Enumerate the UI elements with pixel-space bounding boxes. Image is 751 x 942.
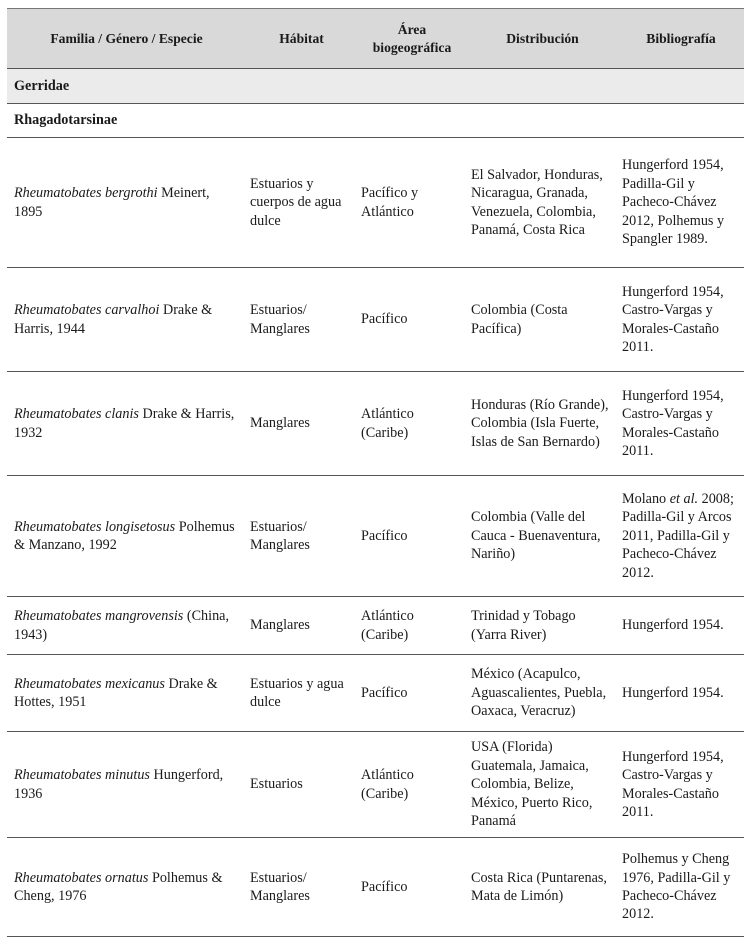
bibliography-cell xyxy=(618,268,744,372)
species-cell xyxy=(7,732,246,838)
distribution-cell: México (Acapulco, Aguascalientes, Puebla, Oaxaca, Veracruz) xyxy=(467,655,618,732)
bibliography-text: 2008; Padilla-Gil y Arcos 2011, Padilla-Gil y Pacheco-Chávez 2012. xyxy=(622,490,734,581)
species-name: Rheumatobates carvalhoi xyxy=(14,302,160,319)
species-name: Rheumatobates longisetosus xyxy=(14,518,176,535)
header-area-label: Área biogeográfica xyxy=(372,21,452,55)
bibliography-cell xyxy=(618,372,744,476)
bibliography-text: Hungerford 1954. xyxy=(622,617,724,634)
species-author: Polhemus & Manzano, 1992 xyxy=(14,518,235,553)
header-habitat: Hábitat xyxy=(246,9,357,69)
species-author: Drake & Harris, 1932 xyxy=(14,406,235,441)
bibliography-text: Polhemus y Cheng 1976, Padilla-Gil y Pacheco-Chávez 2012. xyxy=(622,851,731,923)
species-name: Rheumatobates mangrovensis xyxy=(14,608,184,625)
table-row xyxy=(7,268,744,372)
distribution-cell: Colombia (Costa Pacífica) xyxy=(467,268,618,372)
area-cell: Atlántico (Caribe) xyxy=(357,732,467,838)
bibliography-cell xyxy=(618,838,744,937)
distribution-cell: Colombia (Valle del Cauca - Buenaventura, Nariño) xyxy=(467,476,618,597)
distribution-cell: Trinidad y Tobago (Yarra River) xyxy=(467,597,618,655)
header-species: Familia / Género / Especie xyxy=(7,9,246,69)
bibliography-text: Hungerford 1954, Padilla-Gil y Pacheco-Chávez 2012, Polhemus y Spangler 1989. xyxy=(622,157,725,248)
area-cell: Atlántico (Caribe) xyxy=(357,597,467,655)
habitat-cell: Estuarios xyxy=(246,732,357,838)
bibliography-cell xyxy=(618,732,744,838)
distribution-cell: El Salvador, Honduras, Nicaragua, Granada, Venezuela, Colombia, Panamá, Costa Rica xyxy=(467,138,618,268)
bibliography-italic: et al. xyxy=(669,490,699,507)
bibliography-prefix: Molano xyxy=(622,490,670,507)
table-row xyxy=(7,476,744,597)
habitat-cell: Estuarios y agua dulce xyxy=(246,655,357,732)
species-cell xyxy=(7,597,246,655)
bibliography-cell xyxy=(618,655,744,732)
habitat-cell: Estuarios/ Manglares xyxy=(246,476,357,597)
table-row xyxy=(7,655,744,732)
habitat-cell: Estuarios y cuerpos de agua dulce xyxy=(246,138,357,268)
bibliography-cell xyxy=(618,597,744,655)
family-row xyxy=(7,69,744,104)
header-area xyxy=(357,9,467,69)
species-author: Hungerford, 1936 xyxy=(14,767,224,802)
area-cell: Pacífico xyxy=(357,838,467,937)
species-name: Rheumatobates mexicanus xyxy=(14,675,165,692)
species-author: (China, 1943) xyxy=(14,608,230,643)
species-name: Rheumatobates clanis xyxy=(14,406,139,423)
bibliography-cell xyxy=(618,138,744,268)
species-cell xyxy=(7,655,246,732)
bibliography-cell xyxy=(618,476,744,597)
distribution-cell: USA (Florida) Guatemala, Jamaica, Colombia, Belize, México, Puerto Rico, Panamá xyxy=(467,732,618,838)
table-row xyxy=(7,838,744,937)
bibliography-text: Hungerford 1954, Castro-Vargas y Morales-Castaño 2011. xyxy=(622,748,724,820)
species-table xyxy=(7,8,744,937)
area-cell: Pacífico xyxy=(357,476,467,597)
species-author: Drake & Harris, 1944 xyxy=(14,302,213,337)
species-author: Drake & Hottes, 1951 xyxy=(14,675,218,710)
distribution-cell: Honduras (Río Grande), Colombia (Isla Fuerte, Islas de San Bernardo) xyxy=(467,372,618,476)
header-row xyxy=(7,9,744,69)
area-cell: Pacífico y Atlántico xyxy=(357,138,467,268)
distribution-cell: Costa Rica (Puntarenas, Mata de Limón) xyxy=(467,838,618,937)
habitat-cell: Manglares xyxy=(246,597,357,655)
species-name: Rheumatobates bergrothi xyxy=(14,185,158,202)
subfamily-label: Rhagadotarsinae xyxy=(7,104,744,138)
bibliography-text: Hungerford 1954. xyxy=(622,684,724,701)
table-row xyxy=(7,732,744,838)
species-cell xyxy=(7,372,246,476)
area-cell: Atlántico (Caribe) xyxy=(357,372,467,476)
species-cell xyxy=(7,476,246,597)
species-name: Rheumatobates minutus xyxy=(14,767,150,784)
header-bibliography: Bibliografía xyxy=(618,9,744,69)
habitat-cell: Estuarios/ Manglares xyxy=(246,838,357,937)
table-row xyxy=(7,597,744,655)
species-cell xyxy=(7,838,246,937)
species-cell xyxy=(7,268,246,372)
table-row xyxy=(7,372,744,476)
bibliography-text: Hungerford 1954, Castro-Vargas y Morales-Castaño 2011. xyxy=(622,387,724,459)
area-cell: Pacífico xyxy=(357,655,467,732)
species-author: Polhemus & Cheng, 1976 xyxy=(14,869,223,904)
species-cell xyxy=(7,138,246,268)
subfamily-row xyxy=(7,104,744,138)
species-name: Rheumatobates ornatus xyxy=(14,869,149,886)
header-distribution: Distribución xyxy=(467,9,618,69)
area-cell: Pacífico xyxy=(357,268,467,372)
habitat-cell: Estuarios/ Manglares xyxy=(246,268,357,372)
bibliography-text: Hungerford 1954, Castro-Vargas y Morales-Castaño 2011. xyxy=(622,283,724,355)
habitat-cell: Manglares xyxy=(246,372,357,476)
species-author: Meinert, 1895 xyxy=(14,185,210,220)
table-row xyxy=(7,138,744,268)
family-label: Gerridae xyxy=(7,69,744,104)
